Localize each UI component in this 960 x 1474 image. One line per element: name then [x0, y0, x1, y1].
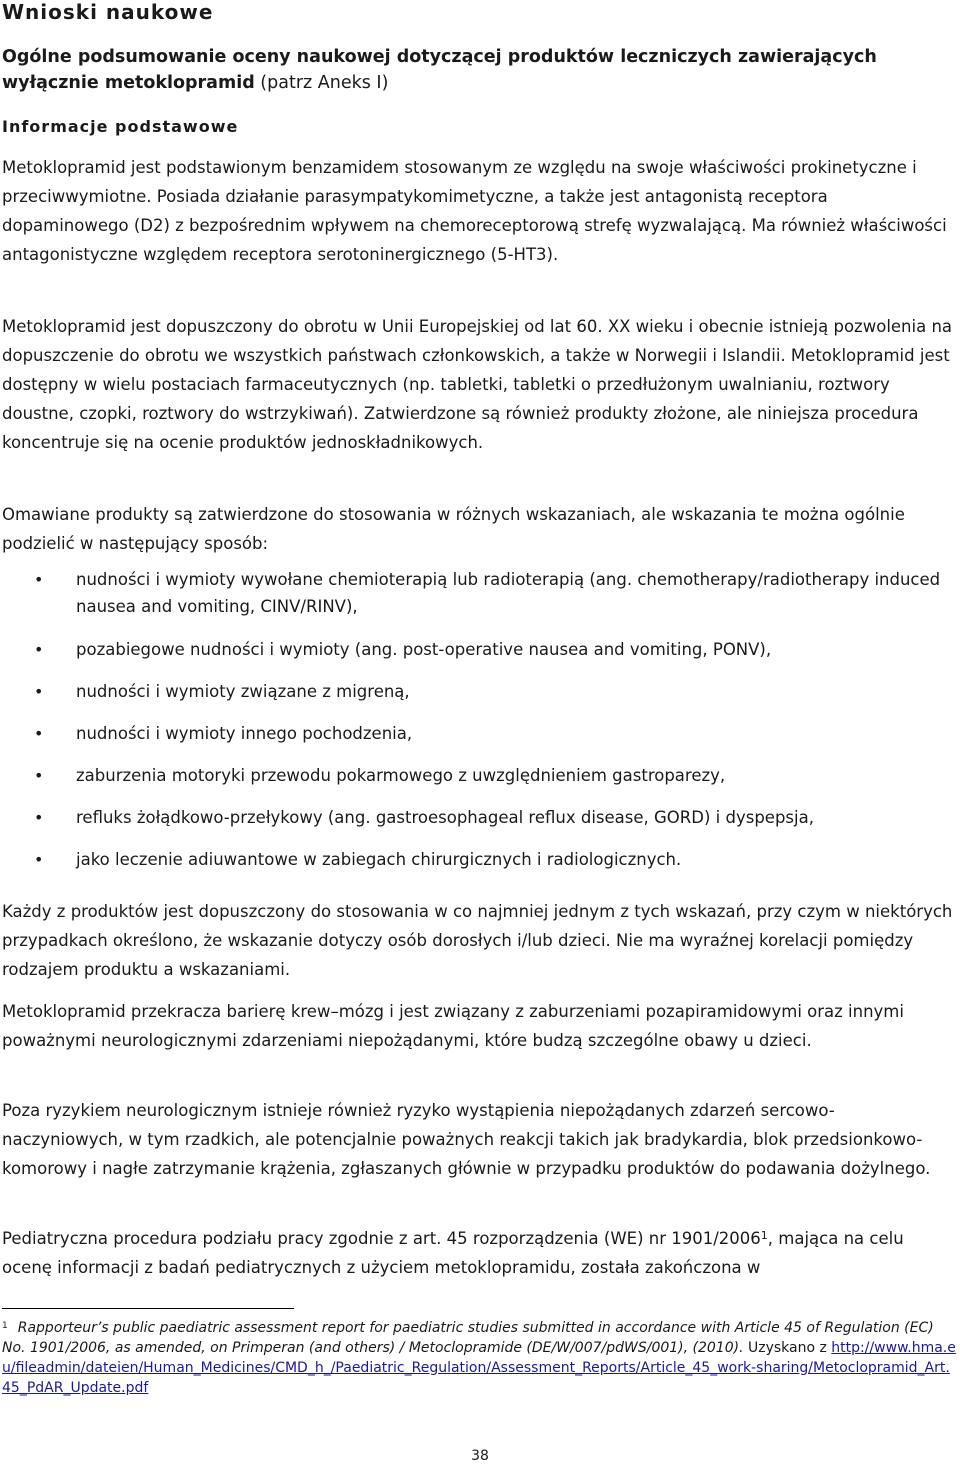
list-item: • jako leczenie adiuwantowe w zabiegach chirurgicznych i radiologicznych. [0, 846, 956, 873]
page-title: Wnioski naukowe [2, 0, 214, 24]
paragraph-indications-intro: Omawiane produkty są zatwierdzone do stosowania w różnych wskazaniach, ale wskazania te można ogólnie podzielić w następujący sposób: [2, 505, 905, 553]
footnote-link[interactable]: http://www.hma.eu/fileadmin/dateien/Human_Medicines/CMD_h_/Paediatric_Regulation/Assessment_Reports/Article_45_work-sharing/Metoclopramid_Art.45_PdAR_Update.pdf [2, 1340, 956, 1396]
list-item: • refluks żołądkowo-przełykowy (ang. gastroesophageal reflux disease, GORD) i dyspepsja, [0, 804, 956, 831]
section-heading: Informacje podstawowe [2, 117, 239, 136]
footnote-retrieved-label: Uzyskano z [743, 1340, 832, 1356]
list-item: • pozabiegowe nudności i wymioty (ang. post-operative nausea and vomiting, PONV), [0, 636, 956, 663]
list-item: • nudności i wymioty wywołane chemioterapią lub radioterapią (ang. chemotherapy/radiotherapy induced nausea and vomiting, CINV/RINV), [0, 566, 956, 620]
footnote-reference[interactable]: 1 [760, 1229, 768, 1242]
bullet-icon: • [34, 850, 44, 869]
summary-heading [2, 44, 952, 96]
list-item: • nudności i wymioty innego pochodzenia, [0, 720, 956, 747]
paragraph-paediatric: Pediatryczna procedura podziału pracy zgodnie z art. 45 rozporządzenia (WE) nr 1901/2006$^1$, mająca na celu ocenę informacji z badań pediatrycznych z użyciem metoklopramidu, została zakończona w [2, 1229, 904, 1277]
paragraph-authorisation: Metoklopramid jest dopuszczony do obrotu w Unii Europejskiej od lat 60. XX wieku i obecnie istnieją pozwolenia na dopuszczenie do obrotu we wszystkich państwach członkowskich, a także w Norwegii i Islandii. Metoklopramid jest dostępny w wielu postaciach farmaceutycznych (np. tabletki, tabletki o przedłużonym uwalnianiu, roztwory doustne, czopki, roztwory do wstrzykiwań). Zatwierdzone są również produkty złożone, ale niniejsza procedura koncentruje się na ocenie produktów jednoskładnikowych. [2, 317, 953, 452]
summary-heading-text: Ogólne podsumowanie oceny naukowej dotyczącej produktów leczniczych zawierających wyłącznie metoklopramid [2, 47, 877, 93]
paragraph-neurological: Metoklopramid przekracza barierę krew–mózg i jest związany z zaburzeniami pozapiramidowymi oraz innymi poważnymi neurologicznymi zdarzeniami niepożądanymi, które budzą szczególne obawy u dzieci. [2, 1002, 904, 1050]
bullet-icon: • [34, 724, 44, 743]
footnote-citation: Rapporteur’s public paediatric assessment report for paediatric studies submitted in accordance with Article 45 of Regulation (EC) No. 1901/2006, as amended, on Primperan (and others) / Metoclopramide (DE/W/007/pdWS/001), (2010). [2, 1320, 934, 1356]
list-item: • nudności i wymioty związane z migreną, [0, 678, 956, 705]
bullet-icon: • [34, 766, 44, 785]
annex-reference: (patrz Aneks I) [254, 73, 389, 93]
footnote-divider [2, 1308, 294, 1309]
indications-list [0, 566, 960, 873]
paragraph-background: Metoklopramid jest podstawionym benzamidem stosowanym ze względu na swoje właściwości prokinetyczne i przeciwwymiotne. Posiada działanie parasympatykomimetyczne, a także jest antagonistą receptora dopaminowego (D2) z bezpośrednim wpływem na chemoreceptorową strefę wyzwalającą. Ma również właściwości antagonistyczne względem receptora serotoninergicznego (5-HT3). [2, 158, 947, 264]
footnote-mark: 1 [2, 1321, 8, 1331]
bullet-icon: • [34, 682, 44, 701]
bullet-icon: • [34, 570, 44, 589]
bullet-icon: • [34, 640, 44, 659]
paragraph-cardiovascular: Poza ryzykiem neurologicznym istnieje również ryzyko wystąpienia niepożądanych zdarzeń sercowo-naczyniowych, w tym rzadkich, ale potencjalnie poważnych reakcji takich jak bradykardia, blok przedsionkowo-komorowy i nagłe zatrzymanie krążenia, zgłaszanych głównie w przypadku produktów do podawania dożylnego. [2, 1101, 931, 1178]
paragraph-correlation: Każdy z produktów jest dopuszczony do stosowania w co najmniej jednym z tych wskazań, przy czym w niektórych przypadkach określono, że wskazanie dotyczy osób dorosłych i/lub dzieci. Nie ma wyraźnej korelacji pomiędzy rodzajem produktu a wskazaniami. [2, 902, 953, 979]
bullet-icon: • [34, 808, 44, 827]
page-number: 38 [471, 1448, 489, 1464]
footnote [2, 1318, 957, 1398]
list-item: • zaburzenia motoryki przewodu pokarmowego z uwzględnieniem gastroparezy, [0, 762, 956, 789]
